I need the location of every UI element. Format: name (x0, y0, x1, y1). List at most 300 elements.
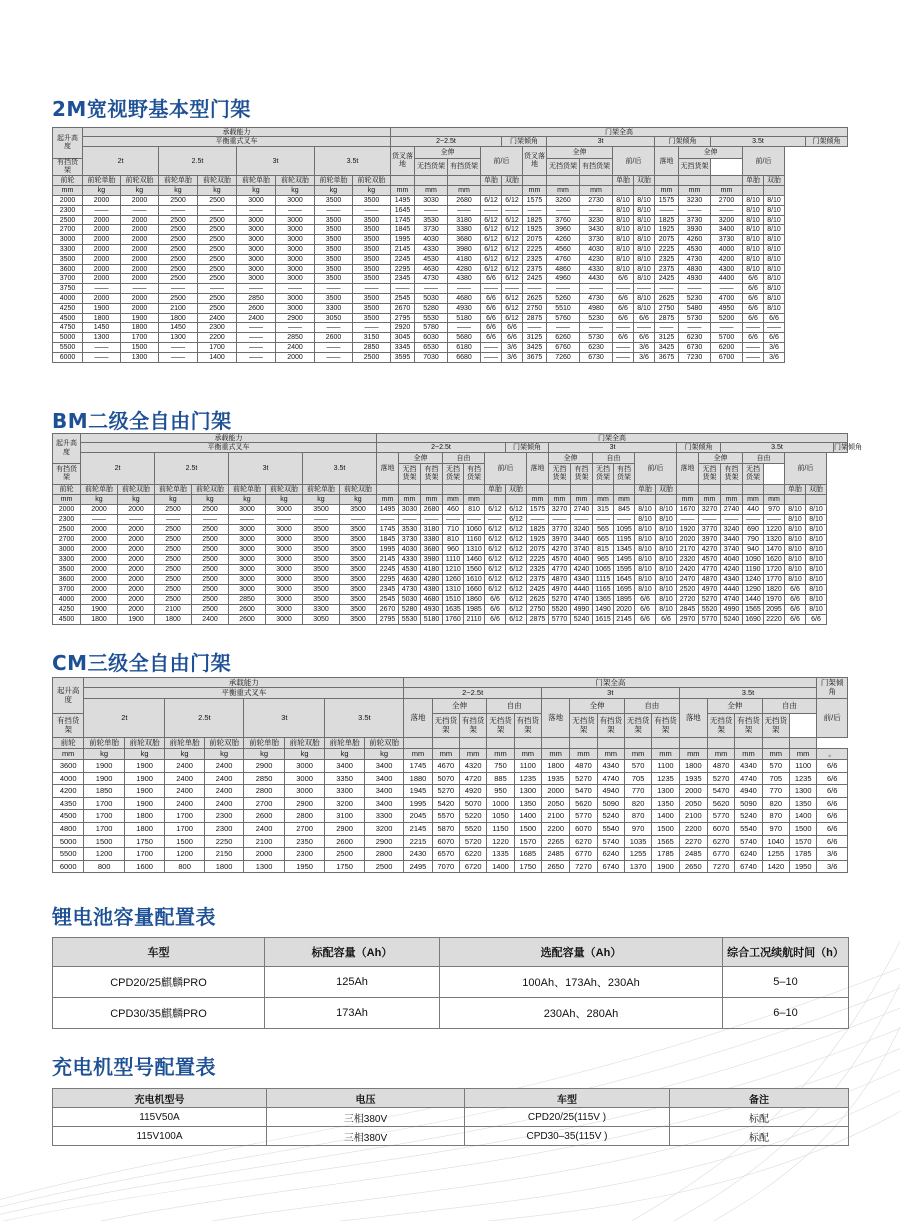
data-cell: 2095 (764, 605, 785, 615)
data-cell: 2845 (677, 605, 699, 615)
data-cell: CPD20/25(115V ) (465, 1108, 670, 1127)
data-cell: 2500 (155, 555, 192, 565)
header-row (53, 186, 848, 196)
data-cell: 3000 (276, 294, 315, 304)
data-cell: 2000 (276, 352, 315, 362)
data-cell: 6530 (415, 343, 448, 353)
table-row (53, 284, 848, 294)
table-row (53, 967, 849, 998)
section-title-battery: 锂电池容量配置表 (52, 905, 216, 929)
data-cell: 5240 (597, 810, 624, 823)
header-cell: mm (53, 495, 81, 505)
header-cell: 有挡货架 (597, 714, 624, 738)
header-cell: kg (192, 495, 229, 505)
header-cell: 前轮单胎 (303, 485, 340, 495)
header-cell: 3.5t (315, 147, 391, 176)
data-cell: 3500 (353, 313, 391, 323)
header-cell: 充电机型号 (53, 1089, 267, 1108)
data-cell: 8/10 (785, 575, 806, 585)
data-cell: 2000 (121, 303, 159, 313)
table-row (53, 565, 848, 575)
data-cell: 1925 (527, 535, 549, 545)
data-cell: 1970 (764, 595, 785, 605)
header-cell: 有挡货架 (53, 159, 83, 176)
data-cell: 三相380V (267, 1127, 465, 1146)
data-cell: 6/12 (502, 215, 523, 225)
header-cell (743, 485, 764, 495)
data-cell: 4380 (421, 585, 443, 595)
data-cell: 4770 (699, 565, 721, 575)
data-cell: 6/6 (481, 333, 502, 343)
header-cell: kg (276, 186, 315, 196)
data-cell: 2345 (377, 585, 399, 595)
data-cell: 2850 (237, 294, 276, 304)
data-cell: 1320 (764, 535, 785, 545)
data-cell: 4270 (699, 545, 721, 555)
header-cell: kg (83, 186, 121, 196)
data-cell: 3/6 (634, 343, 655, 353)
data-cell: 1195 (614, 535, 635, 545)
data-cell: 1800 (204, 860, 243, 873)
lift-height-cell: 4500 (53, 810, 84, 823)
data-cell: 5540 (735, 822, 762, 835)
header-cell: 落地 (527, 453, 549, 485)
data-cell: 3530 (399, 525, 421, 535)
data-cell: 6730 (580, 352, 613, 362)
data-cell: 2680 (448, 196, 481, 206)
data-cell: 3200 (364, 822, 403, 835)
data-cell: —— (276, 323, 315, 333)
header-cell: 自由 (443, 453, 485, 464)
data-cell: 970 (762, 822, 789, 835)
lift-height-cell: 2500 (53, 215, 83, 225)
data-cell: 1115 (593, 575, 614, 585)
data-cell: 6/6 (817, 822, 848, 835)
data-cell: 三相380V (267, 1108, 465, 1127)
data-cell: 800 (84, 860, 125, 873)
data-cell: 6/12 (502, 274, 523, 284)
header-cell: mm (762, 749, 789, 760)
header-cell: mm (677, 495, 699, 505)
data-cell: 2100 (541, 810, 569, 823)
data-cell: 1900 (84, 760, 125, 773)
data-cell: 3/6 (502, 352, 523, 362)
data-cell: 1620 (764, 555, 785, 565)
data-cell: 6/6 (743, 274, 764, 284)
data-cell: 3230 (679, 196, 711, 206)
data-cell: 2795 (377, 615, 399, 625)
data-cell: 3500 (303, 505, 340, 515)
data-cell: 1350 (652, 797, 679, 810)
data-cell: 2265 (541, 835, 569, 848)
header-cell: kg (340, 495, 377, 505)
data-cell: 800 (165, 860, 204, 873)
data-cell: 2500 (155, 575, 192, 585)
data-cell: —— (83, 343, 121, 353)
data-cell: —— (679, 323, 711, 333)
data-cell: 3000 (237, 264, 276, 274)
data-cell: 1150 (487, 822, 514, 835)
data-cell: 3000 (266, 595, 303, 605)
data-cell: 3000 (266, 585, 303, 595)
data-cell: 2000 (81, 545, 118, 555)
data-cell: 2850 (229, 595, 266, 605)
data-cell: 3980 (448, 245, 481, 255)
data-cell: 8/10 (806, 595, 827, 605)
lift-height-cell: 6000 (53, 352, 83, 362)
data-cell: 3500 (340, 555, 377, 565)
header-cell: 门架全高 (391, 128, 848, 137)
data-cell: 1745 (404, 760, 432, 773)
data-cell: 4570 (549, 555, 571, 565)
data-cell: 1825 (527, 525, 549, 535)
data-cell: 6770 (570, 848, 597, 861)
data-cell: 4990 (721, 605, 743, 615)
data-cell: 230Ah、280Ah (440, 998, 723, 1029)
data-cell: 4760 (547, 254, 580, 264)
data-cell: 8/10 (634, 235, 655, 245)
data-cell: 3500 (303, 545, 340, 555)
data-cell: 2485 (541, 848, 569, 861)
data-cell: 6/6 (634, 313, 655, 323)
data-cell: 1300 (83, 333, 121, 343)
data-cell: 2200 (679, 822, 707, 835)
data-cell: 8/10 (635, 535, 656, 545)
section-title-bm: BM二级全自由门架 (52, 409, 232, 433)
data-cell: 4930 (679, 274, 711, 284)
header-cell: 有挡货架 (53, 464, 81, 485)
data-cell: 6070 (432, 835, 459, 848)
header-cell: kg (204, 749, 243, 760)
data-cell: 6/6 (634, 333, 655, 343)
data-cell: 4990 (571, 605, 593, 615)
data-cell: 4240 (721, 565, 743, 575)
data-cell: 3050 (315, 313, 353, 323)
data-cell: 8/10 (613, 196, 634, 206)
data-cell: 6270 (570, 835, 597, 848)
data-cell: 6/12 (506, 555, 527, 565)
data-cell: 2500 (198, 264, 237, 274)
header-cell: 标配容量（Ah） (265, 938, 440, 967)
data-cell: 2500 (198, 294, 237, 304)
data-cell: 4230 (580, 254, 613, 264)
header-cell (391, 176, 415, 186)
data-cell: 5770 (549, 615, 571, 625)
data-cell: 4740 (571, 595, 593, 605)
data-cell: 6/12 (481, 235, 502, 245)
data-cell: 115V100A (53, 1127, 267, 1146)
data-cell: 3500 (353, 303, 391, 313)
data-cell: —— (443, 515, 464, 525)
data-cell: 2400 (237, 313, 276, 323)
header-cell (580, 176, 613, 186)
header-cell: 有挡货架 (652, 714, 679, 738)
data-cell: 4980 (580, 303, 613, 313)
header-cell: 双胎 (634, 176, 655, 186)
data-cell: 4440 (721, 585, 743, 595)
header-cell: 有挡货架 (614, 464, 635, 485)
header-cell (789, 738, 816, 749)
header-cell: 自由 (762, 699, 817, 714)
data-cell: 2650 (679, 860, 707, 873)
data-cell: 5520 (549, 605, 571, 615)
data-cell: —— (448, 205, 481, 215)
data-cell: 8/10 (656, 535, 677, 545)
data-cell: 2000 (118, 595, 155, 605)
data-cell: 5030 (415, 294, 448, 304)
header-cell (464, 485, 485, 495)
data-cell: —— (340, 515, 377, 525)
data-cell: 8/10 (764, 215, 785, 225)
data-cell: 3430 (580, 225, 613, 235)
data-cell: 8/10 (634, 254, 655, 264)
data-cell: —— (613, 284, 634, 294)
data-cell: 2000 (121, 235, 159, 245)
data-cell: 6070 (707, 822, 734, 835)
data-cell: 3000 (284, 785, 325, 798)
data-cell: 8/10 (656, 545, 677, 555)
header-cell: kg (121, 186, 159, 196)
data-cell: 8/10 (635, 525, 656, 535)
data-cell: 4870 (570, 760, 597, 773)
section-title-charger: 充电机型号配置表 (52, 1055, 216, 1079)
data-cell: —— (523, 323, 547, 333)
data-cell: 8/10 (743, 264, 764, 274)
data-cell: 6230 (679, 333, 711, 343)
data-cell: 6/6 (743, 333, 764, 343)
data-cell: 5240 (571, 615, 593, 625)
data-cell: 1925 (523, 225, 547, 235)
header-row (53, 443, 848, 453)
header-cell: 起升高度 (53, 434, 81, 464)
data-cell: 6/6 (481, 303, 502, 313)
data-cell: —— (655, 323, 679, 333)
data-cell: 965 (593, 555, 614, 565)
section-title-cm: CM三级全自由门架 (52, 651, 232, 675)
data-cell: 7030 (415, 352, 448, 362)
header-cell: mm (404, 749, 432, 760)
data-cell: 3500 (353, 215, 391, 225)
data-cell: 705 (762, 772, 789, 785)
data-cell: 5680 (448, 333, 481, 343)
header-cell: mm (735, 749, 762, 760)
data-cell: 2075 (655, 235, 679, 245)
data-cell: 1300 (789, 785, 816, 798)
header-cell: kg (84, 749, 125, 760)
data-cell: 1900 (652, 860, 679, 873)
header-cell: mm (464, 495, 485, 505)
data-cell: 870 (762, 810, 789, 823)
data-cell: 3125 (655, 333, 679, 343)
data-cell: —— (237, 333, 276, 343)
data-cell: 6/6 (785, 595, 806, 605)
header-cell: mm (652, 749, 679, 760)
data-cell: 3675 (523, 352, 547, 362)
data-cell: —— (764, 323, 785, 333)
data-cell: 2400 (204, 760, 243, 773)
data-cell: 1750 (325, 860, 364, 873)
data-cell: 6/12 (485, 575, 506, 585)
data-cell: 6/6 (502, 323, 523, 333)
data-cell: 4950 (711, 303, 743, 313)
header-cell (377, 485, 399, 495)
data-cell: 1720 (764, 565, 785, 575)
lift-height-cell: 3300 (53, 555, 81, 565)
data-cell: 3675 (655, 352, 679, 362)
header-cell: kg (284, 749, 325, 760)
header-cell: 前轮双胎 (353, 176, 391, 186)
header-cell (570, 738, 597, 749)
data-cell: 2020 (614, 605, 635, 615)
data-cell: 2325 (523, 254, 547, 264)
header-cell: 前/后 (785, 453, 827, 485)
header-cell: 车型 (53, 938, 265, 967)
header-cell: 前轮单胎 (84, 738, 125, 749)
data-cell: 2000 (121, 215, 159, 225)
data-cell: 315 (593, 505, 614, 515)
header-cell: 货叉落地 (523, 147, 547, 176)
data-cell: 690 (743, 525, 764, 535)
data-cell: 2225 (523, 245, 547, 255)
data-cell: 845 (614, 505, 635, 515)
data-cell: 2500 (353, 352, 391, 362)
data-cell: 3500 (353, 294, 391, 304)
data-cell: 2000 (121, 225, 159, 235)
table-bm-mast (52, 433, 862, 625)
data-cell: 5200 (711, 313, 743, 323)
data-cell: 2100 (159, 303, 198, 313)
data-cell: 5520 (460, 822, 487, 835)
data-cell: 1595 (614, 565, 635, 575)
header-cell: 全伸 (432, 699, 487, 714)
header-cell: 无挡货架 (415, 159, 448, 176)
data-cell: 8/10 (806, 585, 827, 595)
header-cell: 前/后 (485, 453, 527, 485)
data-cell: 2270 (679, 835, 707, 848)
data-cell: 2000 (118, 525, 155, 535)
header-cell: 货叉落地 (391, 147, 415, 176)
data-cell: 8/10 (806, 605, 827, 615)
data-cell: 125Ah (265, 967, 440, 998)
data-cell: —— (83, 352, 121, 362)
data-cell: 2020 (677, 535, 699, 545)
data-cell: 8/10 (613, 264, 634, 274)
data-cell: 2000 (81, 555, 118, 565)
data-cell: 1470 (764, 545, 785, 555)
header-cell: 单胎 (635, 485, 656, 495)
header-cell (404, 738, 432, 749)
data-cell: 2345 (391, 274, 415, 284)
data-cell: 6700 (711, 352, 743, 362)
header-cell: 全伸 (707, 699, 762, 714)
lift-height-cell: 2300 (53, 205, 83, 215)
data-cell: 3000 (266, 565, 303, 575)
data-cell: 2750 (523, 303, 547, 313)
lift-height-cell: 4500 (53, 615, 81, 625)
data-cell: 4630 (415, 264, 448, 274)
header-cell: 前/后 (817, 699, 848, 738)
header-cell: 无挡货架 (443, 464, 464, 485)
data-cell: 4770 (549, 565, 571, 575)
data-cell: 2500 (159, 196, 198, 206)
data-cell: 5530 (399, 615, 421, 625)
data-cell: —— (743, 352, 764, 362)
data-cell: 3530 (415, 215, 448, 225)
data-cell: 2000 (81, 575, 118, 585)
data-cell: 2000 (81, 525, 118, 535)
data-cell: 8/10 (806, 525, 827, 535)
data-cell: 6/6 (817, 785, 848, 798)
data-cell: 4740 (721, 595, 743, 605)
data-cell: 6/6 (613, 313, 634, 323)
header-cell (502, 186, 523, 196)
data-cell: —— (481, 343, 502, 353)
data-cell: 2000 (118, 575, 155, 585)
data-cell: 8/10 (806, 555, 827, 565)
data-cell: 1800 (121, 323, 159, 333)
header-cell: 综合工况续航时间（h） (723, 938, 849, 967)
data-cell: 5480 (679, 303, 711, 313)
data-cell: 6/12 (481, 245, 502, 255)
data-cell: 1400 (652, 810, 679, 823)
data-cell: —— (614, 515, 635, 525)
data-cell: 4280 (421, 575, 443, 585)
data-cell: 8/10 (613, 245, 634, 255)
data-cell: 2000 (121, 254, 159, 264)
header-cell: kg (315, 186, 353, 196)
header-cell (707, 738, 734, 749)
data-cell: 5180 (421, 615, 443, 625)
data-cell: 1300 (652, 785, 679, 798)
data-cell: 6770 (707, 848, 734, 861)
data-cell: 2425 (655, 274, 679, 284)
data-cell: 4630 (399, 575, 421, 585)
header-cell (652, 738, 679, 749)
data-cell: 4870 (549, 575, 571, 585)
data-cell: 3960 (547, 225, 580, 235)
data-cell: 2170 (677, 545, 699, 555)
data-cell: 5720 (460, 835, 487, 848)
header-cell: 门架倾角 (806, 137, 848, 147)
data-cell: —— (159, 352, 198, 362)
data-cell: 1670 (677, 505, 699, 515)
header-cell: 2.5t (155, 453, 229, 485)
data-cell: 6/6 (817, 797, 848, 810)
table-row (53, 235, 848, 245)
header-cell: 。 (817, 749, 848, 760)
data-cell: 1685 (514, 848, 541, 861)
data-cell: 6230 (580, 343, 613, 353)
table-row (53, 860, 848, 873)
header-cell: 门架倾角 (655, 137, 711, 147)
header-cell: kg (303, 495, 340, 505)
data-cell: 6/12 (502, 245, 523, 255)
data-cell: 5530 (415, 313, 448, 323)
data-cell: 1560 (464, 565, 485, 575)
data-cell: 3740 (721, 545, 743, 555)
data-cell: 8/10 (764, 235, 785, 245)
header-cell (656, 495, 677, 505)
data-cell: 2000 (121, 274, 159, 284)
header-cell: mm (593, 495, 614, 505)
data-cell: 2500 (192, 605, 229, 615)
data-cell: 4560 (547, 245, 580, 255)
data-cell: —— (593, 515, 614, 525)
data-cell: 2000 (118, 555, 155, 565)
data-cell: 3000 (276, 264, 315, 274)
data-cell: 1700 (121, 333, 159, 343)
data-cell: 6/6 (785, 585, 806, 595)
